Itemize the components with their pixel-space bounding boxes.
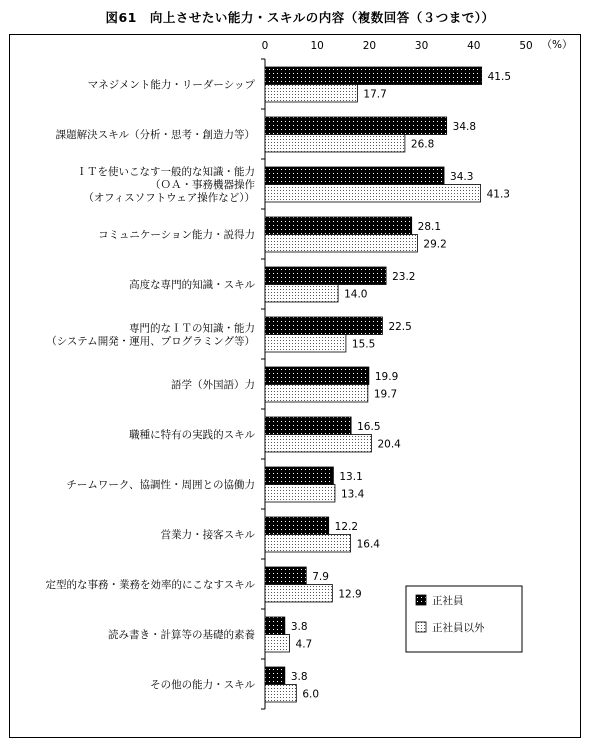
- category-label: その他の能力・スキル: [150, 679, 255, 691]
- data-label: 13.4: [340, 488, 365, 501]
- bar: [265, 435, 371, 453]
- category-label: 営業力・接客スキル: [160, 529, 255, 541]
- data-label: 4.7: [295, 638, 313, 651]
- category-label: （ＯＡ・事務機器操作: [150, 179, 255, 191]
- bar: [265, 317, 382, 335]
- category-label: （システム開発・運用、プログラミング等）: [46, 335, 255, 348]
- x-tick-label: 10: [310, 40, 324, 52]
- bar: [265, 217, 412, 235]
- bar: [265, 385, 368, 403]
- bar: [265, 417, 351, 435]
- legend-swatch: [416, 622, 426, 632]
- category-label: マネジメント能力・リーダーシップ: [87, 79, 255, 91]
- bar: [265, 335, 346, 353]
- data-label: 23.2: [392, 270, 416, 283]
- data-label: 34.3: [450, 170, 474, 183]
- data-label: 29.2: [423, 238, 447, 251]
- bar: [265, 685, 296, 703]
- bar: [265, 635, 290, 653]
- category-label: 読み書き・計算等の基礎的素養: [108, 629, 255, 641]
- bar: [265, 617, 285, 635]
- bar: [265, 285, 338, 303]
- legend-label: 正社員: [432, 595, 464, 607]
- data-label: 22.5: [388, 320, 412, 333]
- x-tick-label: 50: [519, 40, 533, 52]
- category-label: コミュニケーション能力・説得力: [98, 229, 255, 241]
- category-label: 専門的なＩＴの知識・能力: [129, 322, 255, 335]
- data-label: 15.5: [351, 338, 376, 351]
- category-label: 課題解決スキル（分析・思考・創造力等）: [55, 129, 255, 141]
- data-label: 28.1: [417, 220, 442, 233]
- chart-title: 図61 向上させたい能力・スキルの内容（複数回答（３つまで））: [105, 10, 495, 25]
- data-label: 41.5: [487, 70, 512, 83]
- category-label: （オフィスソフトウェア操作など））: [83, 192, 255, 204]
- data-label: 6.0: [302, 688, 320, 701]
- data-label: 7.9: [312, 570, 329, 583]
- x-tick-label: 30: [414, 40, 429, 52]
- bar: [265, 535, 351, 553]
- data-label: 41.3: [486, 188, 510, 201]
- bar: [265, 467, 333, 485]
- bar: [265, 667, 285, 685]
- bar: [265, 185, 481, 203]
- category-label: 定型的な事務・業務を効率的にこなすスキル: [45, 579, 255, 591]
- bar: [265, 367, 369, 385]
- bar: [265, 485, 335, 503]
- category-label: 職種に特有の実践的スキル: [129, 429, 255, 441]
- bar: [265, 67, 482, 85]
- legend-swatch: [416, 595, 426, 605]
- unit-label: （%）: [541, 39, 573, 51]
- data-label: 19.9: [374, 370, 399, 383]
- bar: [265, 117, 447, 135]
- data-label: 19.7: [373, 388, 398, 401]
- category-label: 語学（外国語）力: [171, 379, 255, 391]
- bar: [265, 167, 444, 185]
- data-label: 16.5: [357, 420, 381, 433]
- bar: [265, 85, 357, 103]
- x-tick-label: 20: [362, 40, 377, 52]
- data-label: 20.4: [377, 438, 401, 451]
- bar: [265, 267, 386, 285]
- category-label: 高度な専門的知識・スキル: [129, 279, 255, 291]
- data-label: 34.8: [452, 120, 477, 133]
- data-label: 3.8: [290, 620, 308, 633]
- legend-label: 正社員以外: [432, 622, 485, 634]
- data-label: 13.1: [339, 470, 363, 483]
- data-label: 12.2: [334, 520, 359, 533]
- bar: [265, 567, 306, 585]
- data-label: 17.7: [363, 88, 387, 101]
- data-label: 16.4: [356, 538, 380, 551]
- data-label: 14.0: [344, 288, 368, 301]
- bar: [265, 517, 329, 535]
- data-label: 26.8: [410, 138, 435, 151]
- data-label: 12.9: [338, 588, 362, 601]
- category-label: ＩＴを使いこなす一般的な知識・能力: [76, 166, 255, 178]
- data-label: 3.8: [290, 670, 308, 683]
- x-tick-label: 0: [261, 40, 269, 52]
- bar: [265, 135, 405, 153]
- x-tick-label: 40: [467, 40, 481, 52]
- category-label: チームワーク、協調性・周囲との協働力: [66, 479, 255, 491]
- bar: [265, 585, 332, 603]
- bar: [265, 235, 417, 253]
